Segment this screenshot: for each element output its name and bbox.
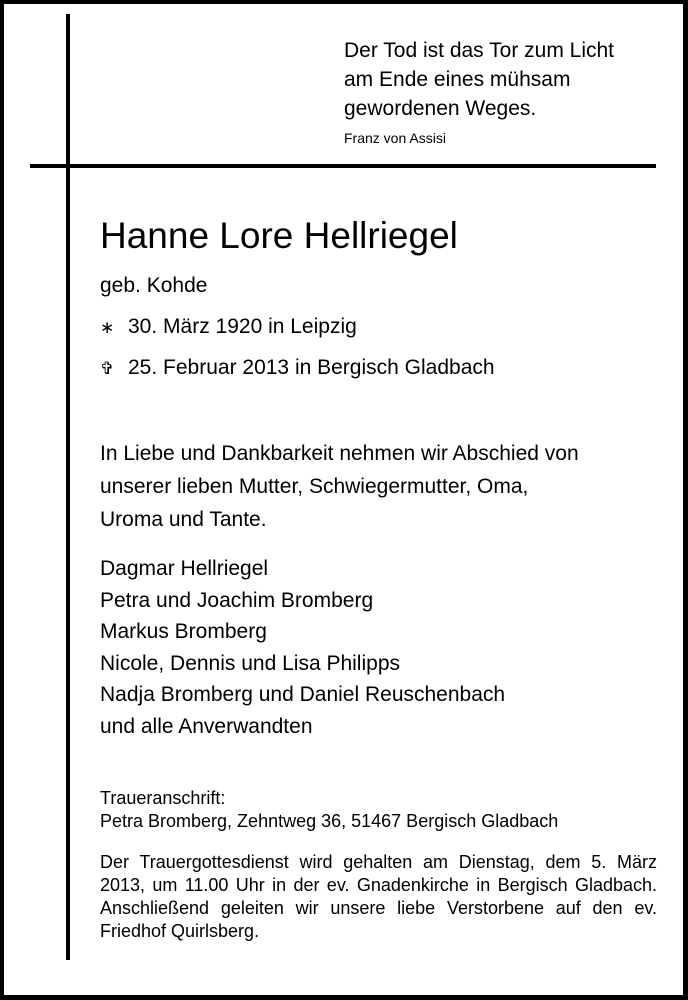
mourning-address xyxy=(100,787,558,833)
mourner-name: Dagmar Hellriegel xyxy=(100,557,269,580)
death-date-place: 25. Februar 2013 in Bergisch Gladbach xyxy=(128,356,495,379)
farewell-line: Uroma und Tante. xyxy=(100,508,267,531)
maiden-name: geb. Kohde xyxy=(100,274,208,297)
service-notice: Der Trauergottesdienst wird gehalten am Dienstag, dem 5. März 2013, um 11.00 Uhr in der ev. Gnadenkirche in Bergisch Gladbach. Anschließend geleiten wir unsere liebe Verstorbene auf den ev. Friedhof Quirlsberg. xyxy=(100,852,657,941)
mourner-name: Nadja Bromberg und Daniel Reuschenbach xyxy=(100,683,506,706)
cross-icon: ✞ xyxy=(100,359,115,378)
mourner-name: Petra und Joachim Bromberg xyxy=(100,588,374,612)
quote-line: am Ende eines mühsam xyxy=(344,68,571,91)
quote-line: gewordenen Weges. xyxy=(344,97,537,120)
birth-line xyxy=(100,314,357,341)
quote-author: Franz von Assisi xyxy=(344,130,446,146)
mourners-list xyxy=(100,553,505,742)
cross-horizontal-bar xyxy=(30,164,656,168)
quote-block xyxy=(344,36,664,147)
farewell-line: In Liebe und Dankbarkeit nehmen wir Abschied von xyxy=(100,442,579,465)
birth-date-place: 30. März 1920 in Leipzig xyxy=(128,315,357,338)
mourner-name: Markus Bromberg xyxy=(100,620,267,643)
death-line xyxy=(100,355,495,382)
cross-vertical-bar xyxy=(66,14,70,960)
address-value: Petra Bromberg, Zehntweg 36, 51467 Bergisch Gladbach xyxy=(100,811,559,831)
farewell-text xyxy=(100,437,579,536)
mourner-name: Nicole, Dennis und Lisa Philipps xyxy=(100,651,400,675)
deceased-name: Hanne Lore Hellriegel xyxy=(100,215,458,256)
quote-line: Der Tod ist das Tor zum Licht xyxy=(344,39,615,62)
birth-star-icon: ∗ xyxy=(100,318,115,337)
mourner-name: und alle Anverwandten xyxy=(100,714,313,738)
farewell-line: unserer lieben Mutter, Schwiegermutter, Oma, xyxy=(100,475,529,498)
address-label: Traueranschrift: xyxy=(100,788,226,808)
quote-text xyxy=(344,36,664,123)
